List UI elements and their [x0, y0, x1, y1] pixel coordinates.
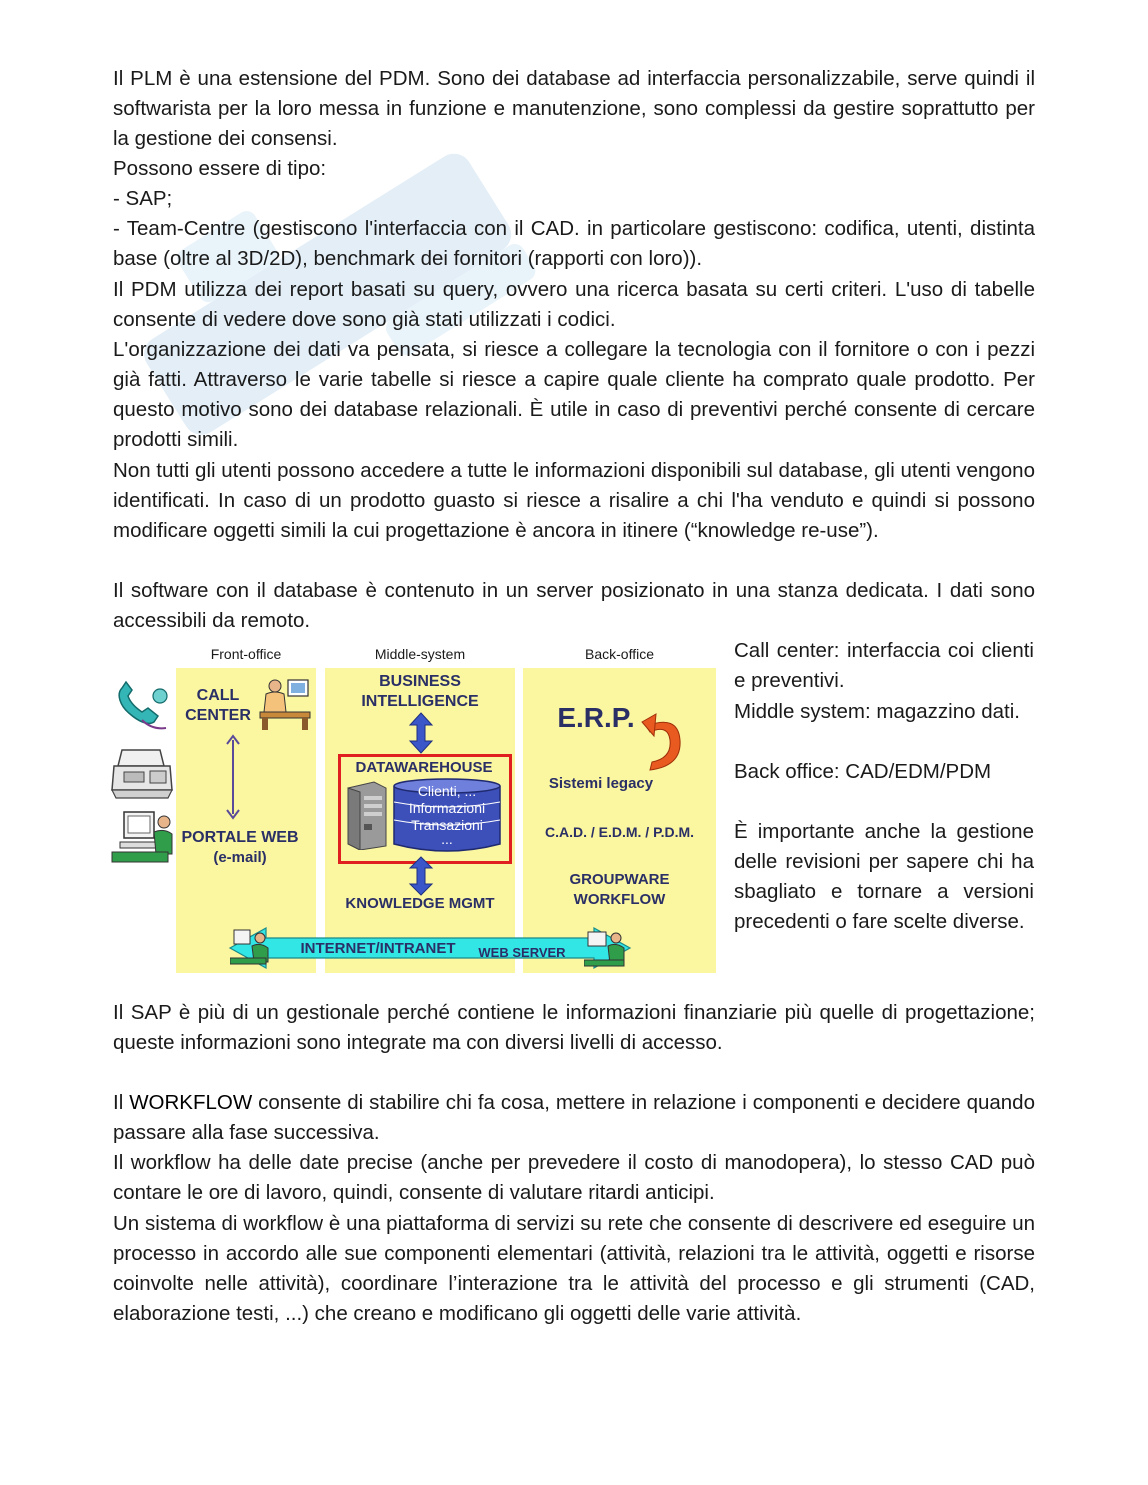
side-middle-system: Middle system: magazzino dati.: [734, 700, 1020, 723]
paragraph-workflow-system: Un sistema di workflow è una piattaforma di servizi su rete che consente di descrivere ed eseguire un processo in accordo alle sue componenti elementari (attività, relazioni tra le attività, oggetti e risorse coinvolte nelle attività), coordinare l’interazione tra le attività del processo e gli strumenti (CAD, elaborazione testi, ...) che creano e modificano gli oggetti delle varie attività.: [113, 1212, 1035, 1326]
telephone-icon: [112, 680, 172, 736]
call-center-portal-arrow: [224, 734, 242, 820]
internet-intranet-label: INTERNET/INTRANET: [300, 940, 456, 957]
left-computer-user-icon: [230, 928, 270, 968]
list-item-sap: - SAP;: [113, 187, 173, 210]
knowledge-mgmt-label: KNOWLEDGE MGMT: [345, 895, 495, 912]
paragraph-utenti: Non tutti gli utenti possono accedere a tutte le informazioni disponibili sul database, gli utenti vengono identificati. In caso di un prodotto guasto si riesce a risalire a chi l'ha venduto e quindi si possono modificare oggetti simili la cui progettazione è ancora in itinere (“knowledge re-use”).: [113, 459, 1035, 543]
back-office-header: Back-office: [585, 646, 654, 662]
middle-system-header: Middle-system: [374, 646, 466, 662]
workflow-keyword: WORKFLOW: [129, 1091, 253, 1114]
fax-icon: [110, 744, 174, 802]
cylinder-labels: [392, 783, 502, 847]
cylinder-ellipsis: ...: [441, 831, 453, 847]
cylinder-clienti: Clienti, ...: [417, 783, 477, 799]
side-back-office: Back office: CAD/EDM/PDM: [734, 760, 992, 783]
business-line1: BUSINESS: [379, 673, 461, 690]
front-office-header: Front-office: [210, 646, 282, 662]
datawarehouse-label: DATAWAREHOUSE: [355, 759, 493, 776]
paragraph-pdm: Il PDM utilizza dei report basati su query, ovvero una ricerca basata su certi criteri. L'uso di tabelle consente di vedere dove sono già stati utilizzati i codici.: [113, 278, 1035, 332]
cylinder-transazioni: Transazioni: [411, 817, 483, 833]
business-intelligence-label: [325, 672, 515, 712]
call-center-line1: CALL: [196, 687, 240, 704]
cad-edm-pdm-label: C.A.D. / E.D.M. / P.D.M.: [544, 824, 695, 840]
paragraph-server: Il software con il database è contenuto in un server posizionato in una stanza dedicata. I dati sono accessibili da remoto.: [113, 579, 1035, 633]
paragraph-types: Possono essere di tipo:: [113, 157, 327, 180]
side-call-center: Call center: interfaccia coi clienti e preventivi.: [734, 639, 1034, 693]
groupware-line2: WORKFLOW: [573, 891, 666, 908]
architecture-diagram: [108, 640, 718, 975]
call-center-operator-icon: [258, 676, 312, 732]
portale-web-line1: PORTALE WEB: [181, 829, 299, 846]
erp-cycle-arrow: [640, 706, 686, 778]
paragraph-sap: Il SAP è più di un gestionale perché contiene le informazioni finanziarie più quelle di progettazione; queste informazioni sono integrate ma con diversi livelli di accesso.: [113, 1001, 1035, 1055]
erp-label: E.R.P.: [557, 702, 635, 733]
list-item-teamcentre: - Team-Centre (gestiscono l'interfaccia con il CAD. in particolare gestiscono: codifica, utenti, distinta base (oltre al 3D/2D), benchmark dei fornitori (rapporti con loro)).: [113, 217, 1035, 271]
side-revisioni: È importante anche la gestione delle revisioni per sapere chi ha sbagliato e tornare a versioni precedenti o fare scelte diverse.: [734, 820, 1034, 934]
portale-web-line2: (e-mail): [213, 849, 267, 866]
business-line2: INTELLIGENCE: [361, 693, 479, 710]
cylinder-informazioni: Informazioni: [408, 800, 486, 816]
right-computer-user-icon: [584, 928, 628, 970]
groupware-line1: GROUPWARE: [569, 871, 670, 888]
server-icon: [344, 780, 390, 850]
call-center-line2: CENTER: [185, 707, 251, 724]
workflow-prefix: Il: [113, 1091, 130, 1114]
bi-dwh-arrow: [408, 712, 434, 754]
paragraph-organizzazione: L'organizzazione dei dati va pensata, si riesce a collegare la tecnologia con il fornitore o con i pezzi già fatti. Attraverso le varie tabelle si riesce a capire quale cliente ha comprato quale prodotto. Per questo motivo sono dei database relazionali. È utile in caso di preventivi perché consente di cercare prodotti simili.: [113, 338, 1035, 452]
paragraph-workflow-dates: Il workflow ha delle date precise (anche per prevedere il costo di manodopera), lo stesso CAD può contare le ore di lavoro, quindi, consente di valutare ritardi anticipi.: [113, 1151, 1035, 1205]
groupware-workflow-label: [523, 870, 716, 910]
paragraph-workflow-intro: [113, 1088, 1035, 1148]
sistemi-legacy-label: Sistemi legacy: [548, 775, 654, 792]
computer-user-icon: [110, 808, 176, 868]
workflow-suffix: consente di stabilire chi fa cosa, mettere in relazione i componenti e decidere quando passare alla fase successiva.: [113, 1091, 1035, 1145]
paragraph-plm: Il PLM è una estensione del PDM. Sono dei database ad interfaccia personalizzabile, serve quindi il softwarista per la loro messa in funzione e manutenzione, sono complessi da gestire soprattutto per la gestione dei consensi.: [113, 67, 1035, 151]
portale-web-label: [176, 828, 304, 868]
web-server-label: WEB SERVER: [478, 945, 566, 960]
dwh-knowledge-arrow: [408, 856, 434, 896]
call-center-label: [178, 686, 258, 726]
